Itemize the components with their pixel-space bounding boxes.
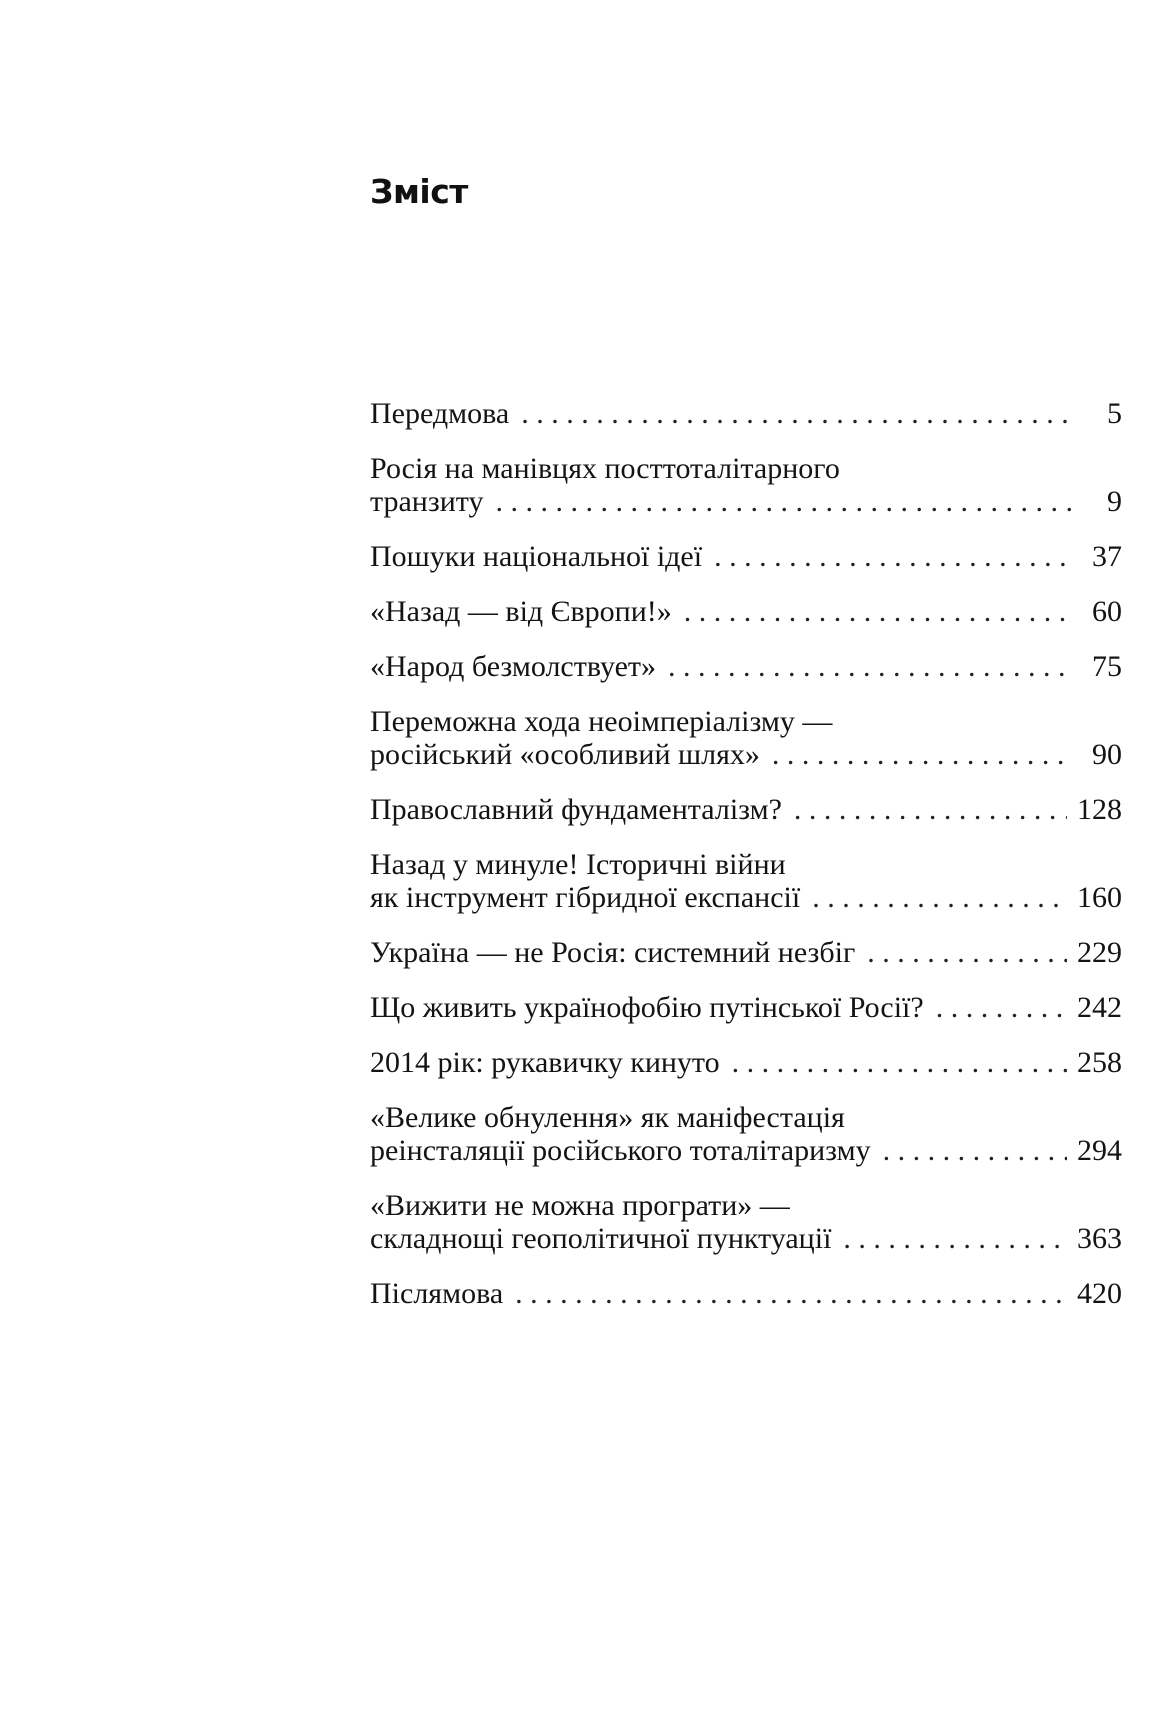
toc-line	[370, 991, 1122, 1024]
toc-entry-title: «Назад — від Європи!»	[370, 595, 672, 628]
toc-line	[370, 1134, 1122, 1167]
toc-page-number: 37	[1092, 540, 1122, 573]
toc-entry[interactable]	[370, 452, 1122, 518]
toc-line	[370, 1101, 1122, 1134]
toc-entry-title-continued: реінсталяції російського тоталітаризму	[370, 1134, 871, 1167]
toc-line	[370, 397, 1122, 430]
toc-entry[interactable]	[370, 397, 1122, 430]
page-title: Зміст	[370, 172, 468, 211]
toc-entry-title: 2014 рік: рукавичку кинуто	[370, 1046, 720, 1079]
toc-line	[370, 1222, 1122, 1255]
toc-entry-title: «Народ безмолствует»	[370, 650, 657, 683]
toc-page-number: 294	[1077, 1134, 1122, 1167]
dot-leader	[668, 650, 1072, 683]
toc-page-number: 90	[1092, 738, 1122, 771]
toc-page-number: 60	[1092, 595, 1122, 628]
toc-entry[interactable]	[370, 595, 1122, 628]
toc-entry[interactable]	[370, 1277, 1122, 1310]
toc-entry-title: Післямова	[370, 1277, 504, 1310]
dot-leader	[521, 397, 1072, 430]
toc-entry[interactable]	[370, 1101, 1122, 1167]
toc-entry[interactable]	[370, 705, 1122, 771]
toc-line	[370, 705, 1122, 738]
toc-entry-title: Пошуки національної ідеї	[370, 540, 703, 573]
toc-entry[interactable]	[370, 1046, 1122, 1079]
toc-line	[370, 1277, 1122, 1310]
toc-entry-title: Православний фундаменталізм?	[370, 793, 782, 826]
toc-page-number: 9	[1107, 485, 1122, 518]
toc-line	[370, 1189, 1122, 1222]
table-of-contents	[370, 397, 1122, 1332]
dot-leader	[883, 1134, 1067, 1167]
dot-leader	[772, 738, 1072, 771]
toc-page-number: 363	[1077, 1222, 1122, 1255]
toc-entry-title: Україна — не Росія: системний незбіг	[370, 936, 856, 969]
dot-leader	[495, 485, 1072, 518]
toc-page-number: 229	[1077, 936, 1122, 969]
toc-entry[interactable]	[370, 1189, 1122, 1255]
toc-entry-title: Передмова	[370, 397, 510, 430]
dot-leader	[794, 793, 1067, 826]
dot-leader	[714, 540, 1072, 573]
toc-entry[interactable]	[370, 848, 1122, 914]
toc-line	[370, 485, 1122, 518]
toc-page-number: 128	[1077, 793, 1122, 826]
toc-entry-title: Росія на манівцях посттоталітарного	[370, 452, 840, 485]
toc-page-number: 258	[1077, 1046, 1122, 1079]
toc-entry-title-continued: російський «особливий шлях»	[370, 738, 760, 771]
toc-entry[interactable]	[370, 650, 1122, 683]
toc-page-number: 75	[1092, 650, 1122, 683]
toc-page-number: 420	[1077, 1277, 1122, 1310]
toc-line	[370, 452, 1122, 485]
toc-entry-title-continued: як інструмент гібридної експансії	[370, 881, 801, 914]
toc-entry-title: «Велике обнулення» як маніфестація	[370, 1101, 845, 1134]
dot-leader	[515, 1277, 1067, 1310]
toc-line	[370, 848, 1122, 881]
dot-leader	[843, 1222, 1067, 1255]
toc-line	[370, 881, 1122, 914]
dot-leader	[684, 595, 1072, 628]
toc-page-number: 160	[1077, 881, 1122, 914]
toc-entry-title: Назад у минуле! Історичні війни	[370, 848, 786, 881]
toc-line	[370, 650, 1122, 683]
toc-line	[370, 540, 1122, 573]
toc-entry-title-continued: транзиту	[370, 485, 484, 518]
toc-line	[370, 595, 1122, 628]
toc-entry-title-continued: складнощі геополітичної пунктуації	[370, 1222, 832, 1255]
toc-line	[370, 1046, 1122, 1079]
dot-leader	[732, 1046, 1067, 1079]
toc-entry-title: «Вижити не можна програти» —	[370, 1189, 790, 1222]
toc-entry[interactable]	[370, 936, 1122, 969]
toc-entry[interactable]	[370, 540, 1122, 573]
dot-leader	[812, 881, 1067, 914]
toc-line	[370, 738, 1122, 771]
toc-line	[370, 936, 1122, 969]
dot-leader	[936, 991, 1067, 1024]
dot-leader	[867, 936, 1067, 969]
toc-line	[370, 793, 1122, 826]
toc-page-number: 5	[1107, 397, 1122, 430]
toc-entry[interactable]	[370, 793, 1122, 826]
toc-entry-title: Переможна хода неоімперіалізму —	[370, 705, 833, 738]
toc-entry[interactable]	[370, 991, 1122, 1024]
toc-page-number: 242	[1077, 991, 1122, 1024]
toc-entry-title: Що живить українофобію путінської Росії?	[370, 991, 924, 1024]
